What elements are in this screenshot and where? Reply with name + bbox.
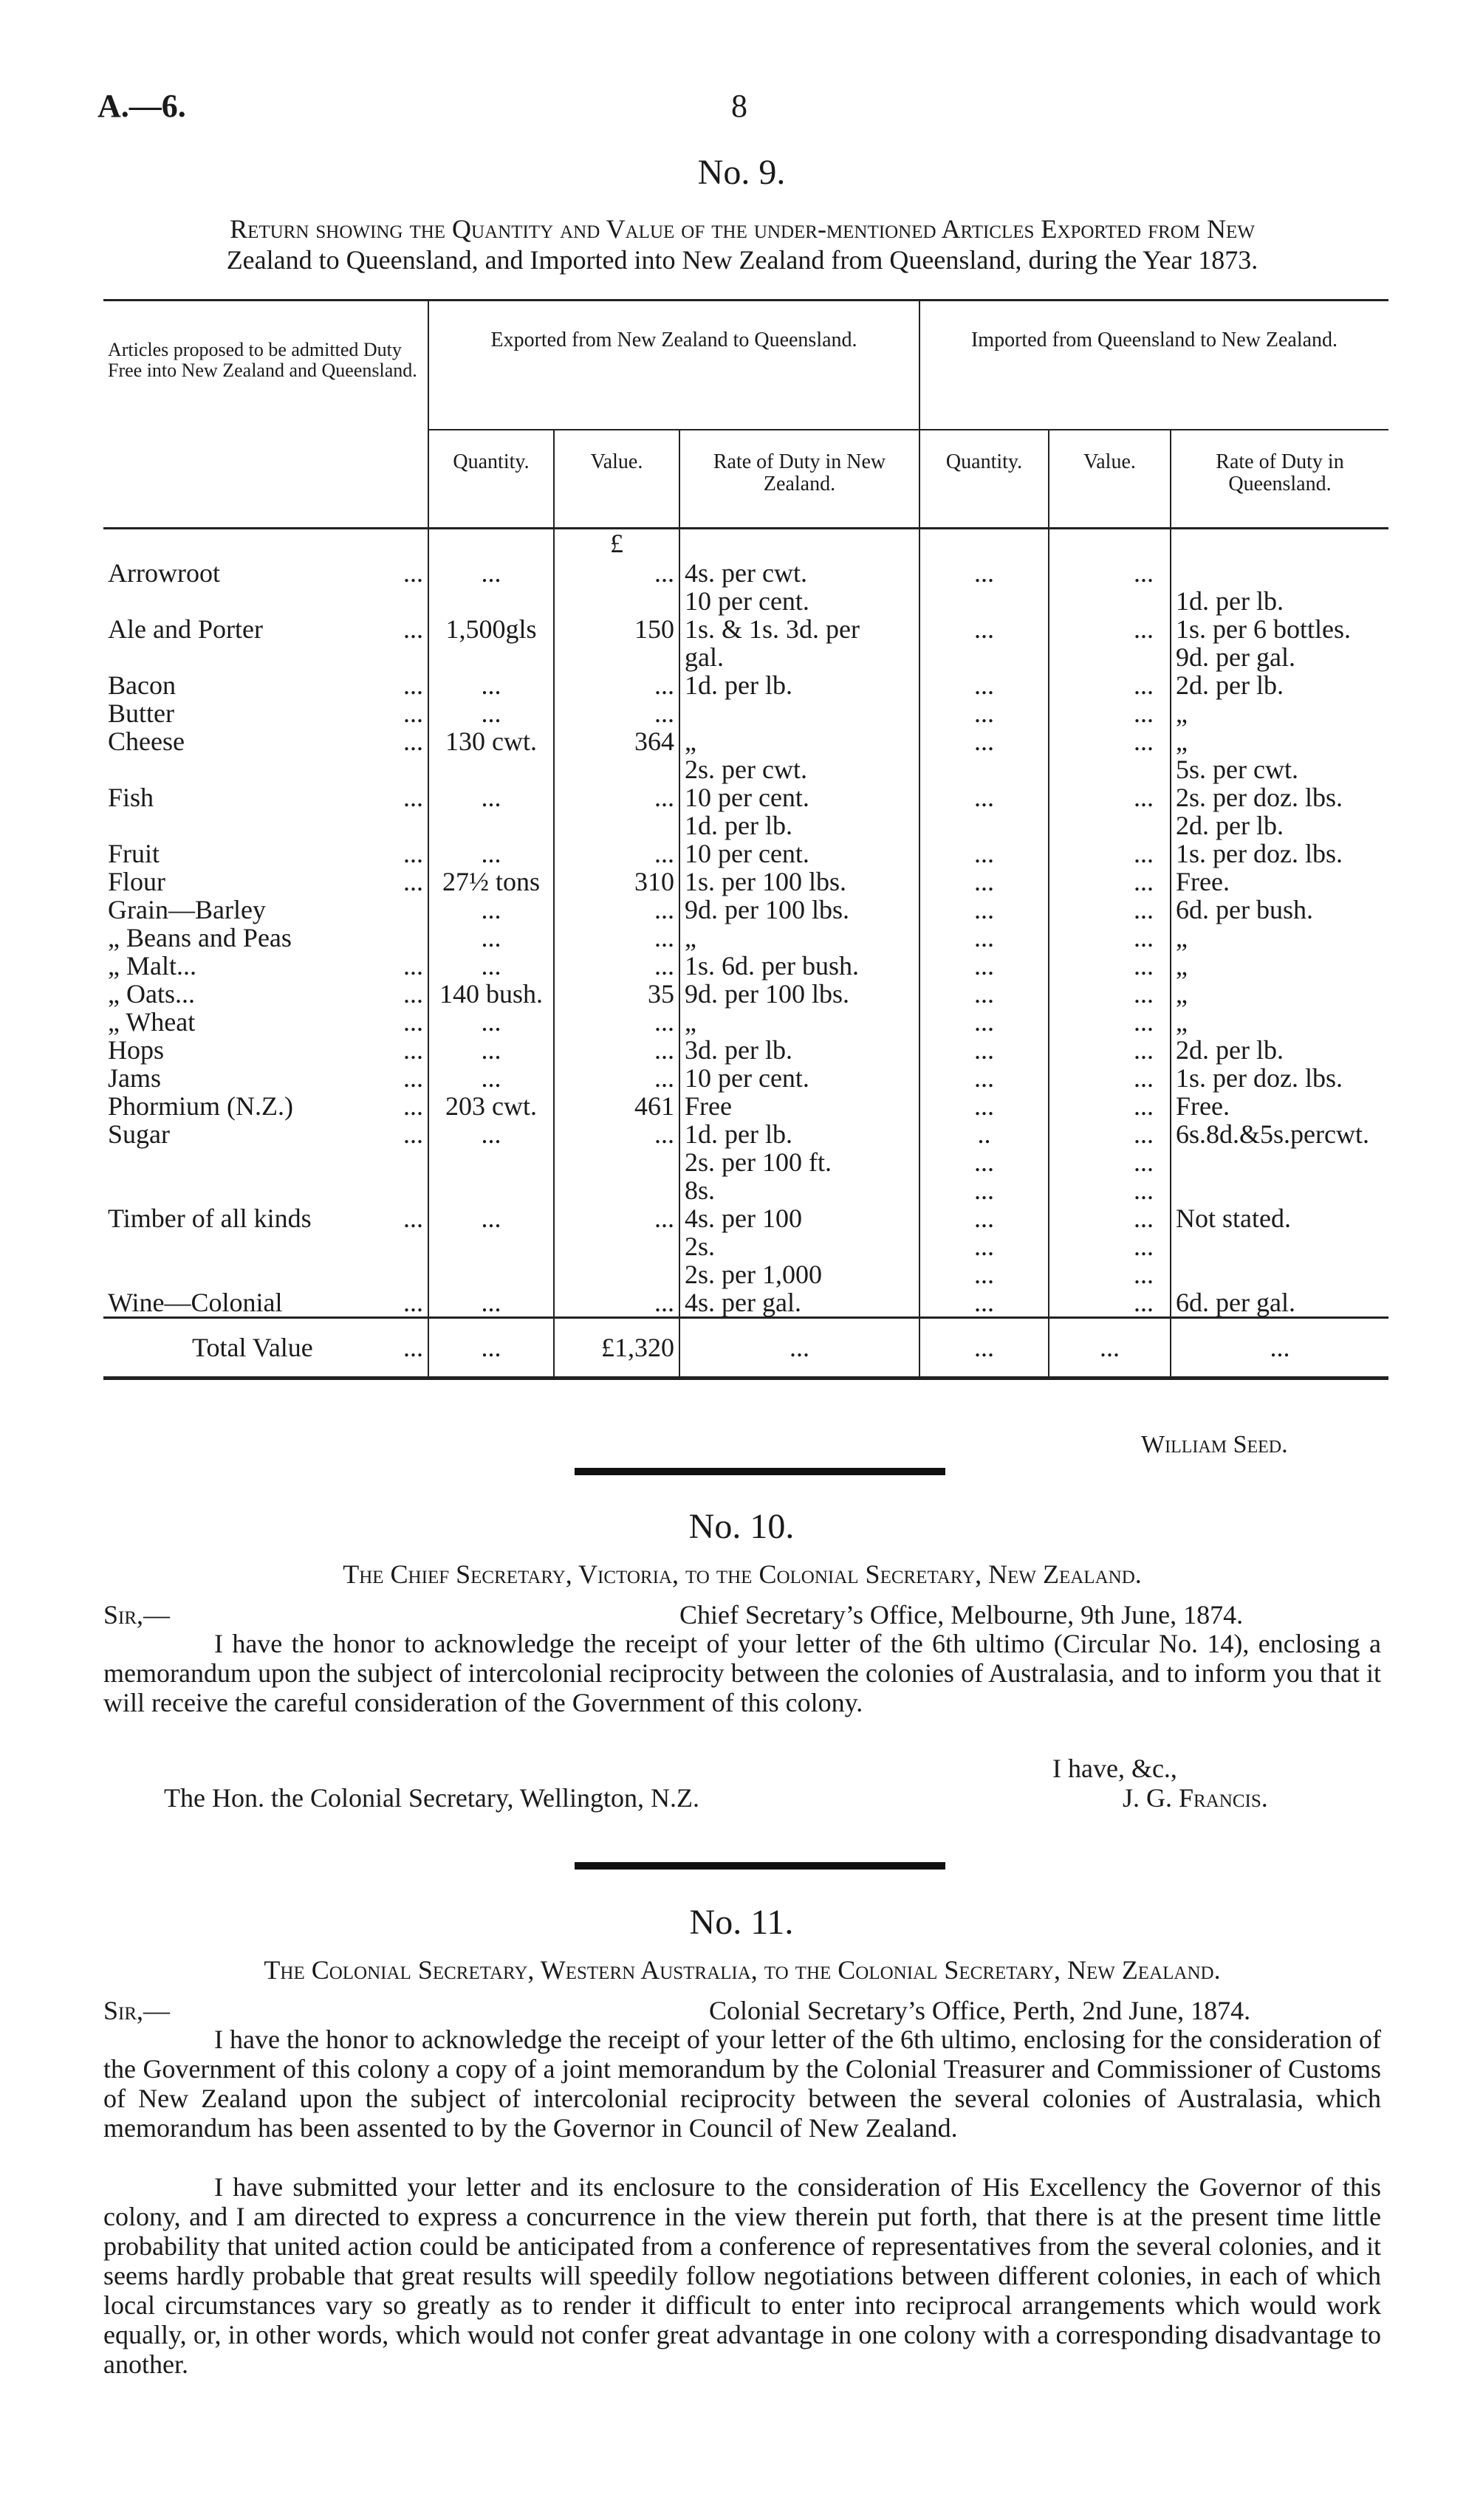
document-reference: A.—6. [97, 88, 186, 124]
cell-rate-q: „ [1171, 952, 1388, 980]
col-header-value: Value. [554, 430, 679, 529]
section-11-number: No. 11. [689, 1903, 794, 1942]
cell-qty2: .. [919, 1120, 1049, 1148]
cell-val2: ... [1049, 1204, 1171, 1232]
article-cell [103, 1288, 428, 1318]
cell-val2: ... [1049, 727, 1171, 755]
article-cell [103, 559, 428, 587]
table-row [103, 1064, 1388, 1092]
section-11-paragraph-1: I have the honor to acknowledge the receipt of your letter of the 6th ultimo, enclosing for the consideration of the Government of this colony a copy of a joint memorandum by the Colonial Treasurer and Commissioner of Customs of New Zealand upon the subject of intercolonial reciprocity between the several colonies of Australasia, which memorandum has been assented to by the Governor in Council of New Zealand. [103, 2025, 1381, 2143]
cell-qty [428, 1260, 554, 1288]
cell-qty: ... [428, 1204, 554, 1232]
cell-rate-nz: „ [679, 727, 919, 755]
cell-val: ... [554, 896, 679, 924]
cell-rate-nz: 1s. & 1s. 3d. per [679, 615, 919, 643]
table-row [103, 587, 1388, 615]
cell-val: ... [554, 1064, 679, 1092]
cell-val: 150 [554, 615, 679, 643]
cell-rate-nz: 4s. per gal. [679, 1288, 919, 1318]
cell-val [554, 1232, 679, 1260]
cell-qty [428, 1176, 554, 1204]
total-rate-queensland: ... [1171, 1318, 1388, 1379]
article-cell [103, 1064, 428, 1092]
article-name: „ Oats... [108, 979, 195, 1009]
article-name: Grain—Barley [108, 895, 266, 924]
total-quantity-2: ... [919, 1318, 1049, 1379]
table-row [103, 1092, 1388, 1120]
table-row [103, 727, 1388, 755]
article-cell [103, 1148, 428, 1176]
cell-rate-q: „ [1171, 980, 1388, 1008]
cell-qty [428, 811, 554, 840]
cell-qty: ... [428, 924, 554, 952]
section-10-dateline: Chief Secretary’s Office, Melbourne, 9th June, 1874. [679, 1600, 1244, 1630]
cell-rate-q [1171, 1148, 1388, 1176]
cell-qty: ... [428, 952, 554, 980]
cell-val2: ... [1049, 1176, 1171, 1204]
cell-rate-q [1171, 1232, 1388, 1260]
cell-val [554, 1148, 679, 1176]
cell-qty: ... [428, 896, 554, 924]
cell-rate-q: 5s. per cwt. [1171, 755, 1388, 783]
cell-val2 [1049, 811, 1171, 840]
cell-rate-q: „ [1171, 727, 1388, 755]
article-cell [103, 1232, 428, 1260]
leader-dots: ... [403, 698, 423, 728]
article-name: Butter [108, 698, 174, 728]
article-name: Cheese [108, 727, 185, 756]
cell-val2 [1049, 755, 1171, 783]
cell-rate-q [1171, 1176, 1388, 1204]
cell-rate-nz: 1d. per lb. [679, 811, 919, 840]
table-row [103, 1288, 1388, 1318]
cell-val2: ... [1049, 896, 1171, 924]
table-row [103, 1204, 1388, 1232]
table-row [103, 671, 1388, 699]
article-cell [103, 671, 428, 699]
cell-rate-q: 1s. per doz. lbs. [1171, 840, 1388, 868]
article-name: Phormium (N.Z.) [108, 1091, 293, 1121]
table-row [103, 868, 1388, 896]
table-row [103, 643, 1388, 671]
leader-dots: ... [403, 867, 423, 896]
leader-dots: ... [403, 839, 423, 868]
col-group-exported: Exported from New Zealand to Queensland. [428, 301, 919, 430]
cell-val2: ... [1049, 615, 1171, 643]
cell-qty: ... [428, 1064, 554, 1092]
cell-qty: ... [428, 1120, 554, 1148]
cell-val [554, 811, 679, 840]
article-name: „ Beans and Peas [108, 923, 292, 952]
article-cell [103, 811, 428, 840]
cell-val: 364 [554, 727, 679, 755]
article-name: Jams [108, 1063, 161, 1093]
cell-val: ... [554, 671, 679, 699]
cell-val2: ... [1049, 840, 1171, 868]
cell-val2 [1049, 643, 1171, 671]
cell-qty: ... [428, 1288, 554, 1318]
cell-qty2 [919, 755, 1049, 783]
article-cell [103, 840, 428, 868]
cell-val2: ... [1049, 1064, 1171, 1092]
cell-rate-q: 1s. per doz. lbs. [1171, 1064, 1388, 1092]
cell-val: ... [554, 840, 679, 868]
cell-qty2: ... [919, 952, 1049, 980]
section-9-number: No. 9. [697, 153, 786, 192]
total-value-2: ... [1049, 1318, 1171, 1379]
cell-val2: ... [1049, 1036, 1171, 1064]
table-row [103, 615, 1388, 643]
cell-rate-nz: 10 per cent. [679, 840, 919, 868]
table-row [103, 1120, 1388, 1148]
article-cell [103, 1036, 428, 1064]
cell-rate-nz: 1d. per lb. [679, 1120, 919, 1148]
cell-val2: ... [1049, 559, 1171, 587]
cell-rate-q: 2d. per lb. [1171, 1036, 1388, 1064]
cell-val2: ... [1049, 1092, 1171, 1120]
leader-dots: ... [403, 1007, 423, 1037]
cell-qty: 130 cwt. [428, 727, 554, 755]
section-10-heading: The Chief Secretary, Victoria, to the Colonial Secretary, New Zealand. [343, 1559, 1142, 1589]
cell-rate-nz: 4s. per cwt. [679, 559, 919, 587]
article-cell [103, 868, 428, 896]
leader-dots: ... [403, 1119, 423, 1149]
cell-rate-q: „ [1171, 924, 1388, 952]
cell-qty: 203 cwt. [428, 1092, 554, 1120]
article-cell [103, 1092, 428, 1120]
cell-rate-q: 2d. per lb. [1171, 811, 1388, 840]
cell-qty2: ... [919, 699, 1049, 727]
col-group-imported: Imported from Queensland to New Zealand. [919, 301, 1388, 430]
cell-val: 35 [554, 980, 679, 1008]
cell-qty2: ... [919, 671, 1049, 699]
total-label: Total Value ... [103, 1318, 428, 1379]
cell-qty: ... [428, 1036, 554, 1064]
cell-qty2: ... [919, 559, 1049, 587]
cell-rate-q: 6d. per bush. [1171, 896, 1388, 924]
article-cell [103, 783, 428, 811]
cell-val [554, 1260, 679, 1288]
cell-rate-q: 1s. per 6 bottles. [1171, 615, 1388, 643]
cell-val2: ... [1049, 1008, 1171, 1036]
article-name: Fruit [108, 839, 160, 868]
cell-rate-q: „ [1171, 699, 1388, 727]
article-name: Ale and Porter [108, 614, 263, 644]
cell-qty: ... [428, 1008, 554, 1036]
cell-qty2: ... [919, 783, 1049, 811]
article-name: „ Wheat [108, 1007, 196, 1037]
article-name: Timber of all kinds [108, 1204, 312, 1233]
cell-val2: ... [1049, 1260, 1171, 1288]
cell-val2: ... [1049, 699, 1171, 727]
section-9-title-line2: Zealand to Queensland, and Imported into New Zealand from Queensland, during the Year 1873. [226, 245, 1258, 275]
leader-dots: ... [403, 1204, 423, 1233]
cell-rate-nz: „ [679, 924, 919, 952]
cell-rate-nz: 1s. per 100 lbs. [679, 868, 919, 896]
cell-rate-q: 2s. per doz. lbs. [1171, 783, 1388, 811]
table-row [103, 1148, 1388, 1176]
cell-qty: 140 bush. [428, 980, 554, 1008]
cell-val2: ... [1049, 1120, 1171, 1148]
cell-rate-q: „ [1171, 1008, 1388, 1036]
section-11-dateline: Colonial Secretary’s Office, Perth, 2nd June, 1874. [709, 1996, 1251, 2025]
cell-qty2: ... [919, 1232, 1049, 1260]
cell-qty2 [919, 811, 1049, 840]
table-row [103, 1232, 1388, 1260]
cell-rate-nz: 10 per cent. [679, 1064, 919, 1092]
table-row [103, 840, 1388, 868]
cell-rate-nz: 10 per cent. [679, 587, 919, 615]
cell-rate-nz: 8s. [679, 1176, 919, 1204]
cell-rate-nz: 2s. per 100 ft. [679, 1148, 919, 1176]
section-10-number: No. 10. [688, 1507, 795, 1546]
leader-dots: ... [403, 558, 423, 588]
cell-rate-nz: gal. [679, 643, 919, 671]
col-header-value-2: Value. [1049, 430, 1171, 529]
article-cell [103, 1176, 428, 1204]
cell-qty2: ... [919, 924, 1049, 952]
table-row [103, 755, 1388, 783]
cell-qty: 1,500gls [428, 615, 554, 643]
table-row [103, 924, 1388, 952]
cell-qty2: ... [919, 840, 1049, 868]
cell-val2: ... [1049, 1148, 1171, 1176]
section-10-body: I have the honor to acknowledge the receipt of your letter of the 6th ultimo (Circular No. 14), enclosing a memorandum upon the subject of intercolonial reciprocity between the colonies of Australasia, and to inform you that it will receive the careful consideration of the Government of this colony. [103, 1629, 1381, 1717]
cell-rate-nz: 9d. per 100 lbs. [679, 980, 919, 1008]
cell-qty2: ... [919, 1260, 1049, 1288]
cell-val: 310 [554, 868, 679, 896]
cell-qty2: ... [919, 727, 1049, 755]
cell-rate-q: 6d. per gal. [1171, 1288, 1388, 1318]
cell-val: ... [554, 1204, 679, 1232]
article-cell [103, 1260, 428, 1288]
cell-val: ... [554, 559, 679, 587]
article-cell [103, 699, 428, 727]
cell-val2: ... [1049, 1288, 1171, 1318]
cell-rate-nz: Free [679, 1092, 919, 1120]
cell-val [554, 1176, 679, 1204]
table-row [103, 1036, 1388, 1064]
article-cell [103, 643, 428, 671]
article-cell [103, 1008, 428, 1036]
cell-qty2: ... [919, 868, 1049, 896]
cell-qty2: ... [919, 615, 1049, 643]
cell-rate-nz: 1d. per lb. [679, 671, 919, 699]
cell-val: ... [554, 699, 679, 727]
col-header-articles: Articles proposed to be admitted Duty Free into New Zealand and Queensland. [103, 301, 428, 529]
cell-rate-nz: 2s. per 1,000 [679, 1260, 919, 1288]
cell-val2: ... [1049, 924, 1171, 952]
leader-dots: ... [403, 1035, 423, 1065]
cell-rate-nz: 1s. 6d. per bush. [679, 952, 919, 980]
cell-rate-nz [679, 699, 919, 727]
leader-dots: ... [403, 783, 423, 812]
table-row [103, 980, 1388, 1008]
col-header-quantity-2: Quantity. [919, 430, 1049, 529]
section-10-signature: J. G. Francis. [1123, 1783, 1268, 1813]
cell-rate-nz: 9d. per 100 lbs. [679, 896, 919, 924]
cell-qty [428, 1148, 554, 1176]
article-name: Arrowroot [108, 558, 220, 588]
cell-rate-q: Free. [1171, 1092, 1388, 1120]
leader-dots: ... [403, 614, 423, 644]
cell-qty2: ... [919, 1092, 1049, 1120]
total-value: £1,320 [554, 1318, 679, 1379]
cell-rate-q: Not stated. [1171, 1204, 1388, 1232]
cell-val [554, 643, 679, 671]
article-name: Sugar [108, 1119, 170, 1149]
col-header-quantity: Quantity. [428, 430, 554, 529]
cell-val [554, 755, 679, 783]
table-row [103, 783, 1388, 811]
cell-qty2: ... [919, 1036, 1049, 1064]
article-cell [103, 587, 428, 615]
cell-rate-nz: 2s. [679, 1232, 919, 1260]
article-cell [103, 615, 428, 643]
leader-dots: ... [403, 1063, 423, 1093]
leader-dots: ... [403, 979, 423, 1009]
cell-rate-nz: 10 per cent. [679, 783, 919, 811]
article-cell [103, 896, 428, 924]
article-name: Fish [108, 783, 154, 812]
cell-rate-nz: 3d. per lb. [679, 1036, 919, 1064]
table-row [103, 559, 1388, 587]
col-header-rate-nz: Rate of Duty in New Zealand. [679, 430, 919, 529]
article-cell [103, 727, 428, 755]
article-name: „ Malt... [108, 951, 196, 981]
cell-rate-q: 2d. per lb. [1171, 671, 1388, 699]
cell-val: ... [554, 1120, 679, 1148]
article-name: Bacon [108, 670, 176, 700]
cell-rate-nz: „ [679, 1008, 919, 1036]
table-row [103, 1260, 1388, 1288]
cell-qty2: ... [919, 980, 1049, 1008]
total-rate-nz: ... [679, 1318, 919, 1379]
cell-qty2: ... [919, 1204, 1049, 1232]
section-divider [575, 1468, 945, 1475]
cell-qty: ... [428, 671, 554, 699]
cell-qty2 [919, 587, 1049, 615]
cell-val: ... [554, 924, 679, 952]
article-cell [103, 924, 428, 952]
article-name: Hops [108, 1035, 165, 1065]
page-number: 8 [731, 88, 747, 124]
article-name: Flour [108, 867, 166, 896]
total-quantity: ... [428, 1318, 554, 1379]
table-row [103, 1008, 1388, 1036]
section-10-closing: I have, &c., [1052, 1754, 1177, 1783]
section-10-addressee: The Hon. the Colonial Secretary, Wellington, N.Z. [164, 1783, 699, 1813]
article-name: Wine—Colonial [108, 1288, 283, 1317]
cell-qty2 [919, 643, 1049, 671]
cell-qty2: ... [919, 1288, 1049, 1318]
total-row [103, 1318, 1388, 1379]
cell-qty [428, 643, 554, 671]
cell-qty: ... [428, 840, 554, 868]
cell-rate-q: Free. [1171, 868, 1388, 896]
cell-rate-q [1171, 1260, 1388, 1288]
section-11-heading: The Colonial Secretary, Western Australia, to the Colonial Secretary, New Zealand. [264, 1955, 1221, 1985]
section-11-salutation: Sir,— [103, 1996, 171, 2025]
article-cell [103, 1120, 428, 1148]
cell-val2: ... [1049, 952, 1171, 980]
cell-qty [428, 755, 554, 783]
section-10-salutation: Sir,— [103, 1600, 171, 1630]
section-divider [575, 1862, 945, 1870]
cell-rate-nz: 2s. per cwt. [679, 755, 919, 783]
table-row [103, 952, 1388, 980]
cell-val2 [1049, 587, 1171, 615]
section-11-paragraph-2: I have submitted your letter and its enclosure to the consideration of His Excellency the Governor of this colony, and I am directed to express a concurrence in the view therein put forth, that there is at the present time little probability that united action could be anticipated from a conference of representatives from the several colonies, and it seems hardly probable that great results will speedily follow negotiations between different colonies, in each of which local circumstances vary so greatly as to render it difficult to enter into reciprocal arrangements which would work equally, or, in other words, which would not confer great advantage in one colony with a corresponding disadvantage to another. [103, 2172, 1381, 2379]
table-row [103, 896, 1388, 924]
cell-val2: ... [1049, 1232, 1171, 1260]
cell-val: ... [554, 952, 679, 980]
cell-qty2: ... [919, 896, 1049, 924]
leader-dots: ... [403, 727, 423, 756]
cell-val: ... [554, 1008, 679, 1036]
cell-val2: ... [1049, 671, 1171, 699]
cell-val2: ... [1049, 868, 1171, 896]
table-row [103, 699, 1388, 727]
cell-qty [428, 1232, 554, 1260]
article-cell [103, 980, 428, 1008]
col-header-rate-queensland: Rate of Duty in Queensland. [1171, 430, 1388, 529]
cell-qty2: ... [919, 1008, 1049, 1036]
exports-imports-table [103, 299, 1388, 1380]
cell-qty: 27½ tons [428, 868, 554, 896]
cell-val [554, 587, 679, 615]
table-row [103, 1176, 1388, 1204]
cell-val2: ... [1049, 783, 1171, 811]
cell-rate-q: 1d. per lb. [1171, 587, 1388, 615]
cell-qty: ... [428, 559, 554, 587]
article-cell [103, 755, 428, 783]
section-9-title-line1: Return showing the Quantity and Value of the under-mentioned Articles Exported from New [230, 214, 1255, 244]
cell-qty2: ... [919, 1064, 1049, 1092]
cell-qty [428, 587, 554, 615]
cell-val: ... [554, 1036, 679, 1064]
cell-val: ... [554, 1288, 679, 1318]
article-cell [103, 1204, 428, 1232]
cell-val: 461 [554, 1092, 679, 1120]
cell-rate-q: 9d. per gal. [1171, 643, 1388, 671]
cell-qty: ... [428, 699, 554, 727]
cell-rate-nz: 4s. per 100 [679, 1204, 919, 1232]
cell-val2: ... [1049, 980, 1171, 1008]
leader-dots: ... [403, 1288, 423, 1317]
cell-qty2: ... [919, 1176, 1049, 1204]
cell-val: ... [554, 783, 679, 811]
leader-dots: ... [403, 670, 423, 700]
cell-rate-q: 6s.8d.&5s.percwt. [1171, 1120, 1388, 1148]
section-9-signature: William Seed. [1141, 1431, 1288, 1458]
leader-dots: ... [403, 951, 423, 981]
cell-rate-q [1171, 559, 1388, 587]
cell-qty2: ... [919, 1148, 1049, 1176]
cell-qty: ... [428, 783, 554, 811]
leader-dots: ... [403, 1091, 423, 1121]
table-row [103, 811, 1388, 840]
currency-symbol: £ [554, 529, 679, 560]
article-cell [103, 952, 428, 980]
